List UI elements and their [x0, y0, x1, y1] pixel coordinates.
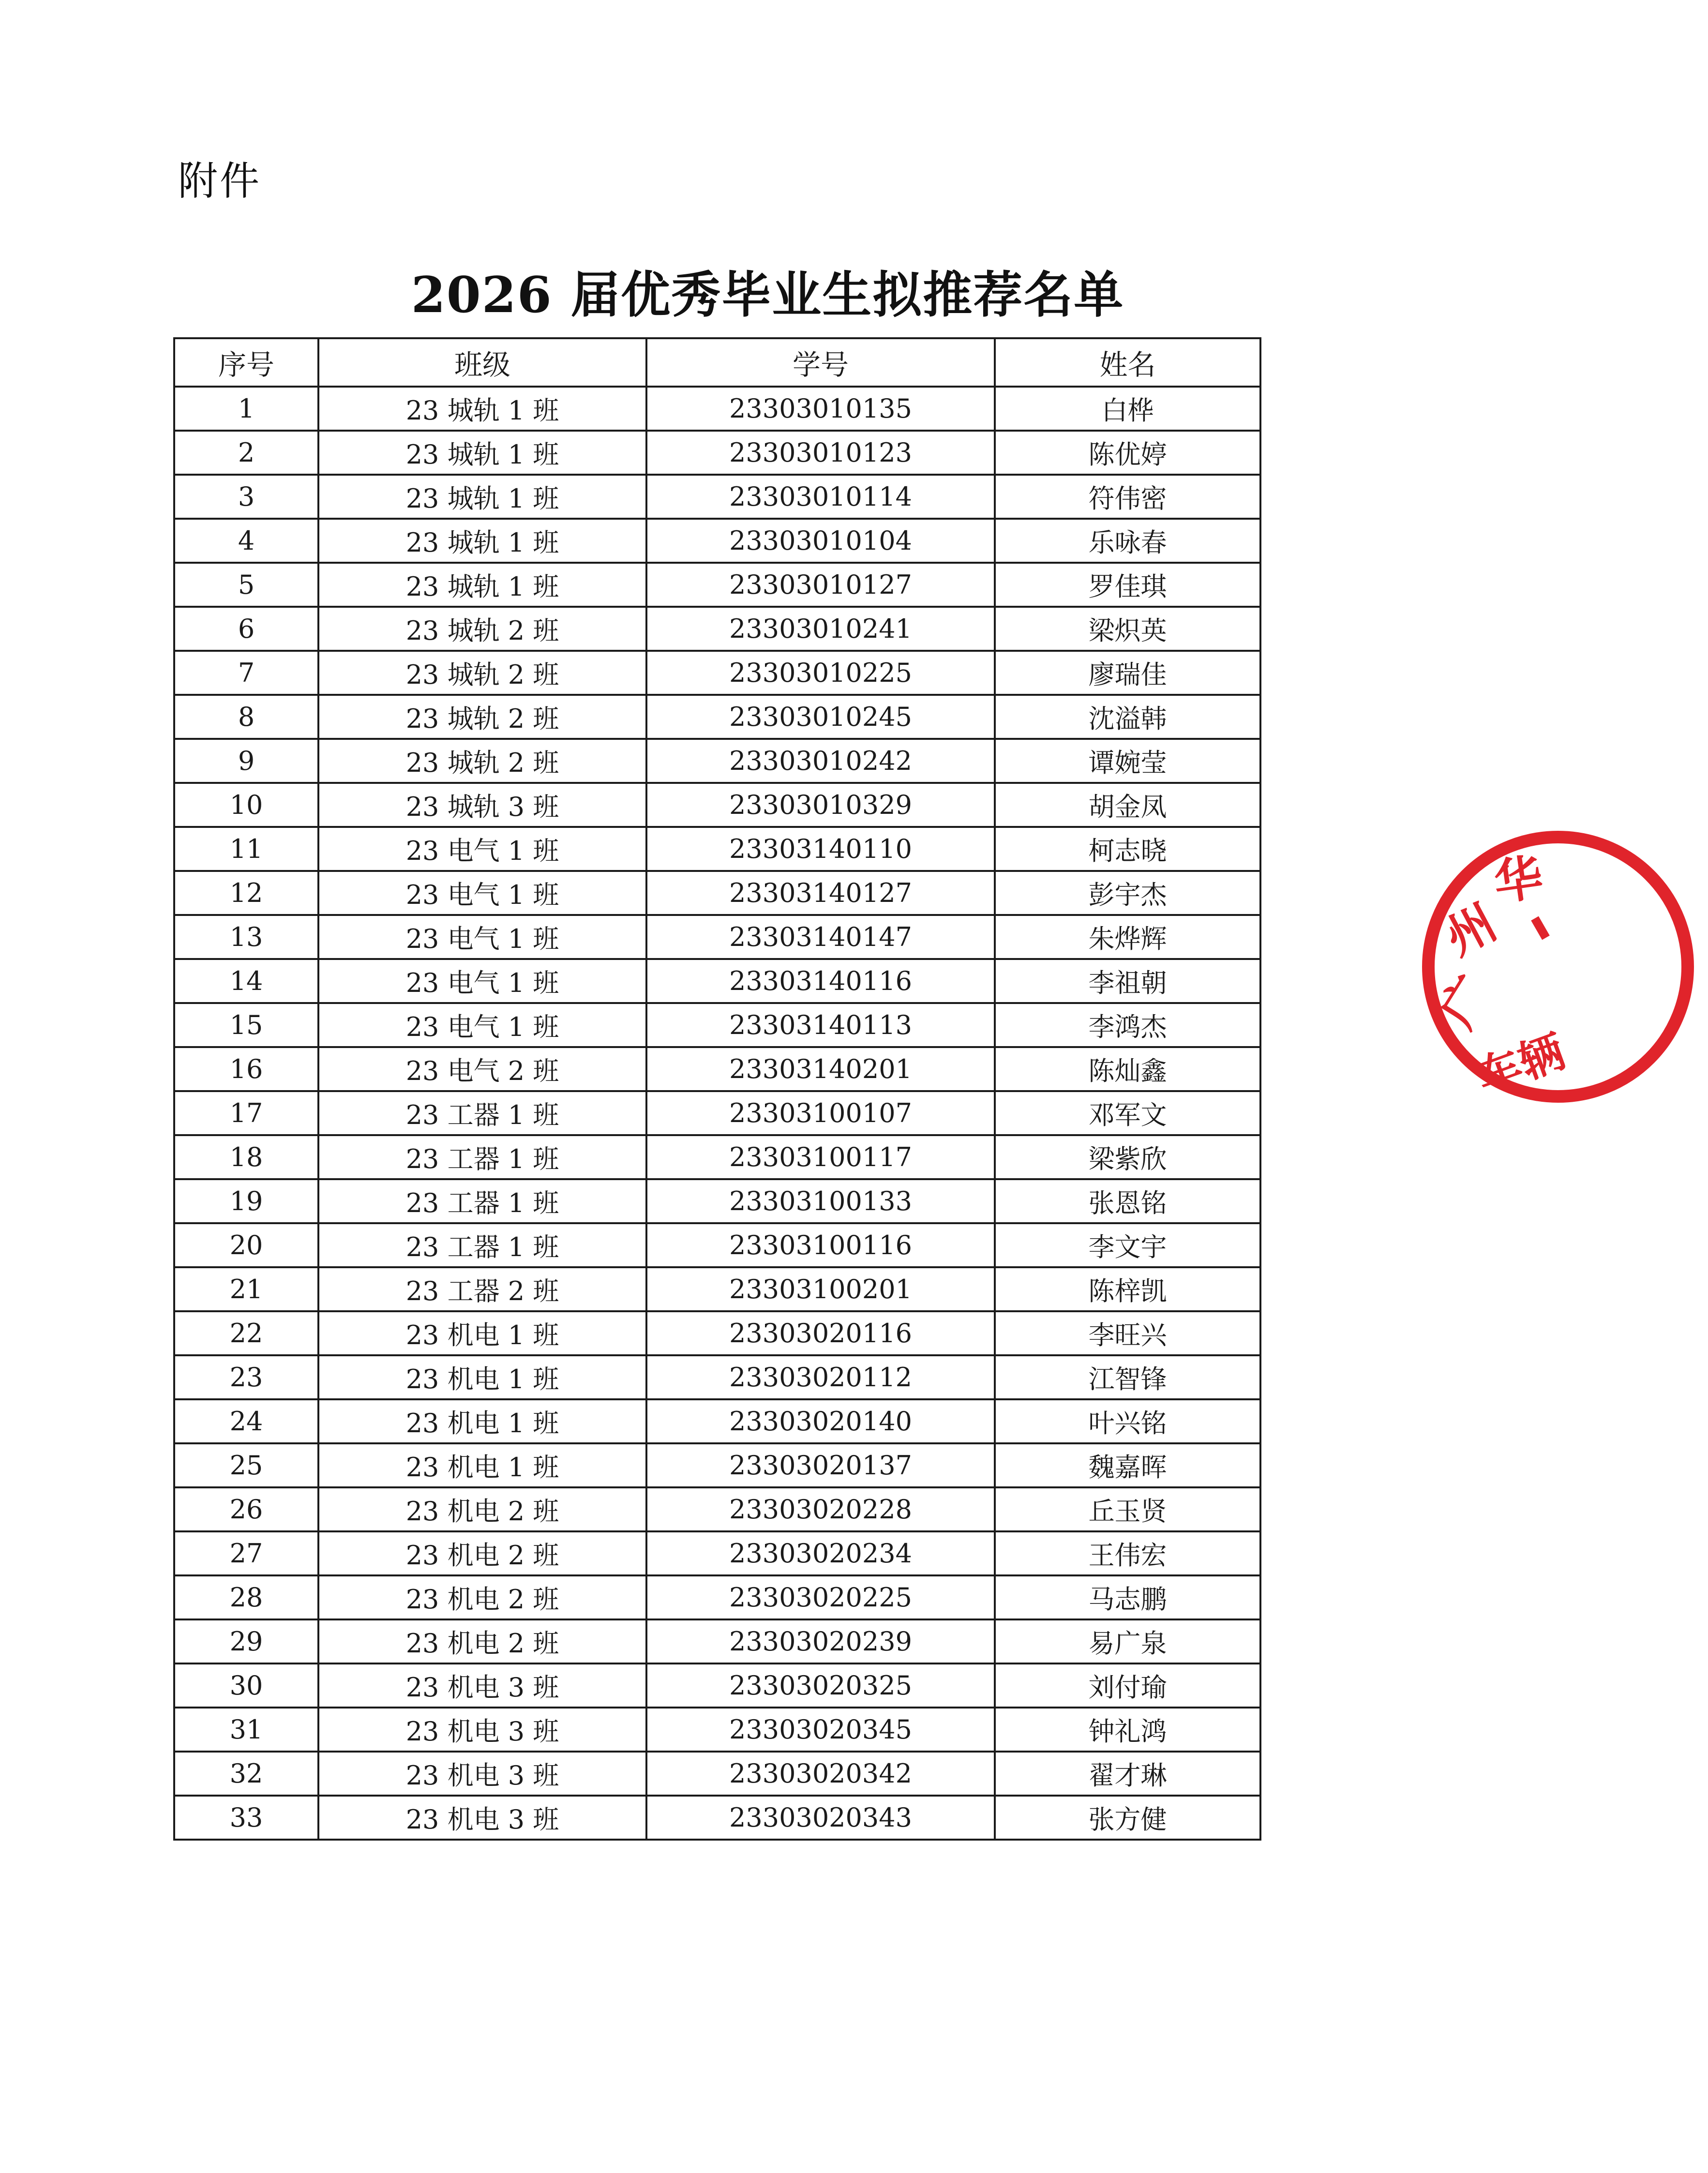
- table-row: [174, 1796, 1260, 1840]
- cell-seq: 14: [174, 959, 318, 1003]
- cell-student-id: 23303010123: [646, 431, 995, 475]
- cell-name: 王伟宏: [995, 1531, 1260, 1575]
- cell-name: 梁紫欣: [995, 1135, 1260, 1179]
- cell-class: 23 机电 1 班: [318, 1443, 646, 1487]
- table-row: [174, 1179, 1260, 1223]
- cell-student-id: 23303010225: [646, 651, 995, 695]
- cell-class: 23 工器 1 班: [318, 1223, 646, 1267]
- table-row: [174, 519, 1260, 563]
- cell-seq: 23: [174, 1355, 318, 1399]
- cell-class: 23 机电 2 班: [318, 1487, 646, 1531]
- cell-class: 23 城轨 2 班: [318, 607, 646, 651]
- table-row: [174, 915, 1260, 959]
- cell-class: 23 城轨 1 班: [318, 475, 646, 519]
- cell-class: 23 城轨 2 班: [318, 695, 646, 739]
- recommendation-table: [173, 337, 1261, 1841]
- cell-class: 23 电气 1 班: [318, 871, 646, 915]
- cell-name: 李旺兴: [995, 1311, 1260, 1355]
- cell-seq: 7: [174, 651, 318, 695]
- cell-class: 23 工器 1 班: [318, 1091, 646, 1135]
- table-row: [174, 1443, 1260, 1487]
- cell-student-id: 23303010242: [646, 739, 995, 783]
- cell-name: 李鸿杰: [995, 1003, 1260, 1047]
- cell-name: 丘玉贤: [995, 1487, 1260, 1531]
- cell-name: 梁炽英: [995, 607, 1260, 651]
- cell-seq: 18: [174, 1135, 318, 1179]
- table-body: [174, 387, 1260, 1840]
- cell-seq: 28: [174, 1575, 318, 1619]
- cell-student-id: 23303010241: [646, 607, 995, 651]
- cell-name: 彭宇杰: [995, 871, 1260, 915]
- cell-name: 江智锋: [995, 1355, 1260, 1399]
- cell-class: 23 机电 3 班: [318, 1796, 646, 1840]
- cell-seq: 2: [174, 431, 318, 475]
- table-row: [174, 1003, 1260, 1047]
- table-row: [174, 1091, 1260, 1135]
- cell-name: 陈优婷: [995, 431, 1260, 475]
- cell-student-id: 23303100107: [646, 1091, 995, 1135]
- table-row: [174, 1663, 1260, 1708]
- header-seq: 序号: [174, 338, 318, 387]
- cell-name: 陈灿鑫: [995, 1047, 1260, 1091]
- table-row: [174, 387, 1260, 431]
- cell-seq: 19: [174, 1179, 318, 1223]
- cell-name: 翟才琳: [995, 1752, 1260, 1796]
- cell-student-id: 23303100201: [646, 1267, 995, 1311]
- cell-student-id: 23303020234: [646, 1531, 995, 1575]
- table-row: [174, 1575, 1260, 1619]
- cell-seq: 5: [174, 563, 318, 607]
- cell-class: 23 工器 1 班: [318, 1135, 646, 1179]
- cell-name: 胡金凤: [995, 783, 1260, 827]
- table-row: [174, 1399, 1260, 1443]
- cell-seq: 32: [174, 1752, 318, 1796]
- header-class: 班级: [318, 338, 646, 387]
- cell-class: 23 机电 2 班: [318, 1531, 646, 1575]
- cell-class: 23 城轨 1 班: [318, 563, 646, 607]
- seal-char-2: 州: [1436, 893, 1506, 967]
- cell-name: 谭婉莹: [995, 739, 1260, 783]
- header-student-id: 学号: [646, 338, 995, 387]
- cell-seq: 22: [174, 1311, 318, 1355]
- cell-seq: 9: [174, 739, 318, 783]
- cell-seq: 20: [174, 1223, 318, 1267]
- cell-student-id: 23303140147: [646, 915, 995, 959]
- cell-student-id: 23303140127: [646, 871, 995, 915]
- cell-class: 23 城轨 1 班: [318, 387, 646, 431]
- cell-class: 23 机电 1 班: [318, 1311, 646, 1355]
- cell-name: 李文宇: [995, 1223, 1260, 1267]
- cell-seq: 29: [174, 1619, 318, 1663]
- cell-name: 李祖朝: [995, 959, 1260, 1003]
- seal-char-3: 华: [1490, 848, 1546, 912]
- cell-student-id: 23303010329: [646, 783, 995, 827]
- cell-seq: 1: [174, 387, 318, 431]
- cell-student-id: 23303020225: [646, 1575, 995, 1619]
- cell-name: 钟礼鸿: [995, 1708, 1260, 1752]
- cell-seq: 6: [174, 607, 318, 651]
- seal-bottom-text: 车辆: [1470, 1025, 1572, 1105]
- table-row: [174, 1708, 1260, 1752]
- cell-class: 23 城轨 3 班: [318, 783, 646, 827]
- cell-name: 符伟密: [995, 475, 1260, 519]
- cell-seq: 26: [174, 1487, 318, 1531]
- table-row: [174, 783, 1260, 827]
- cell-student-id: 23303020116: [646, 1311, 995, 1355]
- table-header-row: [174, 338, 1260, 387]
- cell-seq: 3: [174, 475, 318, 519]
- table-row: [174, 563, 1260, 607]
- cell-class: 23 工器 2 班: [318, 1267, 646, 1311]
- cell-name: 陈梓凯: [995, 1267, 1260, 1311]
- cell-name: 廖瑞佳: [995, 651, 1260, 695]
- cell-student-id: 23303010135: [646, 387, 995, 431]
- table-row: [174, 871, 1260, 915]
- cell-seq: 13: [174, 915, 318, 959]
- cell-class: 23 电气 2 班: [318, 1047, 646, 1091]
- cell-student-id: 23303020343: [646, 1796, 995, 1840]
- table-row: [174, 1223, 1260, 1267]
- cell-seq: 12: [174, 871, 318, 915]
- cell-student-id: 23303020345: [646, 1708, 995, 1752]
- cell-class: 23 电气 1 班: [318, 915, 646, 959]
- cell-student-id: 23303010114: [646, 475, 995, 519]
- cell-student-id: 23303020228: [646, 1487, 995, 1531]
- table-row: [174, 1619, 1260, 1663]
- cell-class: 23 城轨 1 班: [318, 519, 646, 563]
- cell-name: 罗佳琪: [995, 563, 1260, 607]
- table-row: [174, 651, 1260, 695]
- document-title: 2026 届优秀毕业生拟推荐名单: [411, 266, 1124, 324]
- table-row: [174, 1047, 1260, 1091]
- cell-seq: 15: [174, 1003, 318, 1047]
- table-row: [174, 695, 1260, 739]
- cell-class: 23 机电 1 班: [318, 1399, 646, 1443]
- cell-class: 23 机电 3 班: [318, 1752, 646, 1796]
- cell-seq: 4: [174, 519, 318, 563]
- cell-class: 23 工器 1 班: [318, 1179, 646, 1223]
- cell-seq: 16: [174, 1047, 318, 1091]
- recommendation-table-wrapper: [173, 337, 1259, 1841]
- cell-student-id: 23303140110: [646, 827, 995, 871]
- cell-class: 23 电气 1 班: [318, 959, 646, 1003]
- cell-student-id: 23303010127: [646, 563, 995, 607]
- cell-seq: 10: [174, 783, 318, 827]
- cell-name: 魏嘉晖: [995, 1443, 1260, 1487]
- cell-student-id: 23303140113: [646, 1003, 995, 1047]
- cell-seq: 11: [174, 827, 318, 871]
- cell-name: 马志鹏: [995, 1575, 1260, 1619]
- cell-student-id: 23303140201: [646, 1047, 995, 1091]
- cell-seq: 27: [174, 1531, 318, 1575]
- cell-class: 23 电气 1 班: [318, 1003, 646, 1047]
- table-row: [174, 1135, 1260, 1179]
- cell-class: 23 机电 2 班: [318, 1619, 646, 1663]
- cell-name: 刘付瑜: [995, 1663, 1260, 1708]
- official-seal: [1408, 817, 1708, 1117]
- table-row: [174, 431, 1260, 475]
- cell-name: 叶兴铭: [995, 1399, 1260, 1443]
- cell-name: 柯志晓: [995, 827, 1260, 871]
- cell-name: 张恩铭: [995, 1179, 1260, 1223]
- cell-class: 23 城轨 1 班: [318, 431, 646, 475]
- cell-student-id: 23303100117: [646, 1135, 995, 1179]
- table-row: [174, 1311, 1260, 1355]
- cell-class: 23 城轨 2 班: [318, 651, 646, 695]
- cell-seq: 8: [174, 695, 318, 739]
- cell-seq: 25: [174, 1443, 318, 1487]
- cell-seq: 33: [174, 1796, 318, 1840]
- table-header: [174, 338, 1260, 387]
- attachment-label: 附件: [178, 158, 262, 204]
- cell-student-id: 23303100133: [646, 1179, 995, 1223]
- cell-class: 23 机电 3 班: [318, 1708, 646, 1752]
- cell-name: 张方健: [995, 1796, 1260, 1840]
- cell-student-id: 23303020325: [646, 1663, 995, 1708]
- table-row: [174, 1531, 1260, 1575]
- cell-seq: 30: [174, 1663, 318, 1708]
- cell-student-id: 23303020239: [646, 1619, 995, 1663]
- table-row: [174, 1752, 1260, 1796]
- cell-name: 朱烨辉: [995, 915, 1260, 959]
- cell-student-id: 23303010104: [646, 519, 995, 563]
- cell-name: 白桦: [995, 387, 1260, 431]
- cell-class: 23 机电 3 班: [318, 1663, 646, 1708]
- cell-student-id: 23303020112: [646, 1355, 995, 1399]
- header-name: 姓名: [995, 338, 1260, 387]
- cell-class: 23 城轨 2 班: [318, 739, 646, 783]
- table-row: [174, 827, 1260, 871]
- cell-seq: 21: [174, 1267, 318, 1311]
- table-row: [174, 607, 1260, 651]
- table-row: [174, 1355, 1260, 1399]
- cell-class: 23 机电 1 班: [318, 1355, 646, 1399]
- cell-student-id: 23303020140: [646, 1399, 995, 1443]
- cell-seq: 17: [174, 1091, 318, 1135]
- table-row: [174, 739, 1260, 783]
- cell-student-id: 23303020137: [646, 1443, 995, 1487]
- cell-name: 沈溢韩: [995, 695, 1260, 739]
- seal-inner-mark: [1535, 918, 1546, 938]
- cell-name: 乐咏春: [995, 519, 1260, 563]
- cell-student-id: 23303140116: [646, 959, 995, 1003]
- table-row: [174, 1487, 1260, 1531]
- cell-name: 易广泉: [995, 1619, 1260, 1663]
- cell-class: 23 电气 1 班: [318, 827, 646, 871]
- seal-char-1: 广: [1429, 966, 1503, 1037]
- cell-seq: 31: [174, 1708, 318, 1752]
- cell-class: 23 机电 2 班: [318, 1575, 646, 1619]
- cell-seq: 24: [174, 1399, 318, 1443]
- cell-student-id: 23303020342: [646, 1752, 995, 1796]
- cell-student-id: 23303100116: [646, 1223, 995, 1267]
- table-row: [174, 1267, 1260, 1311]
- table-row: [174, 959, 1260, 1003]
- table-row: [174, 475, 1260, 519]
- cell-name: 邓军文: [995, 1091, 1260, 1135]
- cell-student-id: 23303010245: [646, 695, 995, 739]
